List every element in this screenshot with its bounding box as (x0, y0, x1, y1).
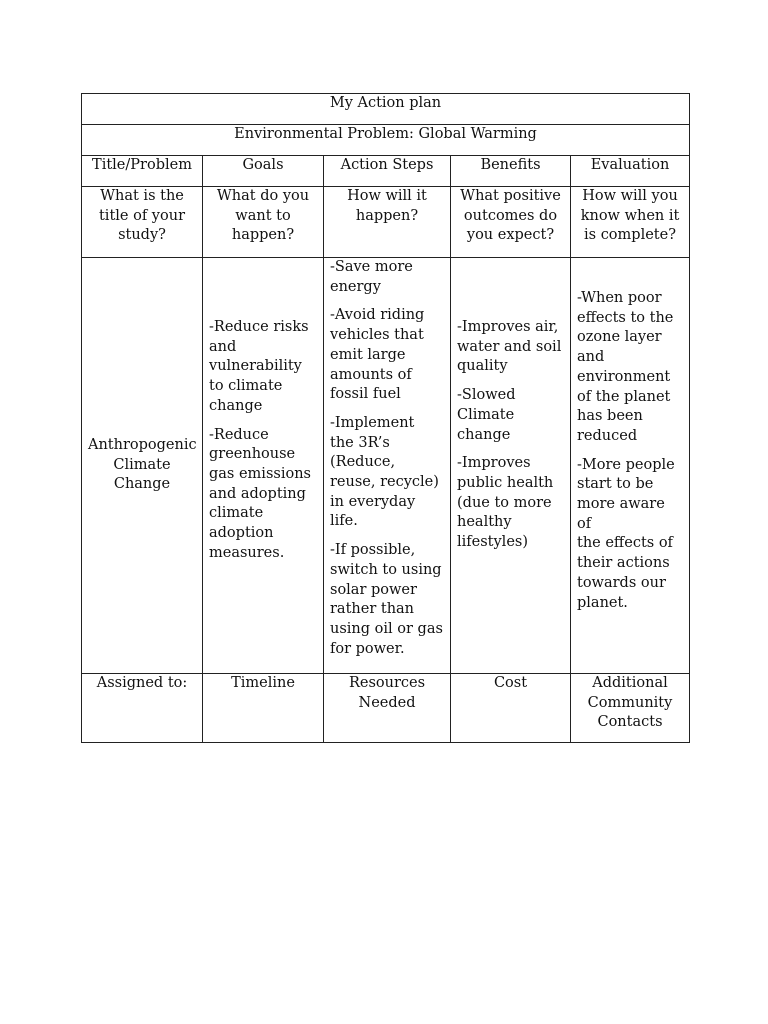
content-line: greenhouse (209, 446, 296, 463)
header-evaluation: Evaluation (571, 156, 690, 187)
content-line: has been (577, 408, 643, 425)
content-line: emit large (330, 346, 406, 363)
content-line: Change (113, 476, 171, 493)
content-line: energy (330, 278, 381, 295)
content-line: -Slowed (457, 387, 516, 404)
content-line: environment (577, 368, 671, 385)
content-line: (Reduce, (330, 454, 396, 471)
content-line: public health (457, 474, 554, 491)
header-action-steps: Action Steps (324, 156, 451, 187)
content-line: reduced (577, 427, 638, 444)
content-line: -Improves air, (457, 319, 559, 335)
content-line: -When poor (577, 290, 662, 306)
question-line: How will you (582, 188, 678, 204)
question-line: What is the (100, 188, 184, 204)
content-line: of the planet (577, 388, 671, 405)
content-line: in everyday (330, 493, 416, 510)
content-line: effects to the (577, 309, 674, 326)
action-plan-table (81, 93, 690, 743)
benefit-item (457, 386, 564, 445)
content-line: for power. (330, 640, 405, 657)
question-evaluation (571, 187, 690, 258)
content-line: change (209, 397, 263, 414)
question-line: How will it (347, 188, 427, 204)
content-line: start to be (577, 476, 654, 493)
content-line: vehicles that (330, 327, 424, 344)
header-benefits: Benefits (451, 156, 571, 187)
content-line: -Implement (330, 414, 415, 431)
content-line: lifestyles) (457, 534, 528, 551)
content-line: measures. (209, 544, 285, 561)
action-step-item (330, 541, 444, 659)
content-goals (203, 258, 324, 674)
content-benefits (451, 258, 571, 674)
question-line: happen? (355, 207, 419, 224)
footer-line: Community (587, 694, 673, 711)
evaluation-item (577, 289, 683, 447)
footer-line: Resources (348, 675, 426, 691)
footer-line: Cost (493, 675, 528, 691)
question-action-steps (324, 187, 451, 258)
content-line: climate (209, 505, 264, 522)
question-line: What do you (216, 188, 310, 204)
content-line: fossil fuel (330, 386, 401, 403)
action-step-item (330, 414, 444, 532)
footer-additional-contacts (571, 674, 690, 743)
content-line: adoption (209, 525, 274, 542)
action-step-item (330, 258, 444, 297)
content-line: and (209, 338, 237, 355)
content-line: using oil or gas (330, 620, 443, 637)
content-line: -Save more (330, 259, 413, 275)
content-line: -Improves (457, 455, 531, 472)
content-line: -Avoid riding (330, 307, 425, 324)
header-goals: Goals (203, 156, 324, 187)
question-line: What positive (460, 188, 561, 204)
footer-cost (451, 674, 571, 743)
content-line: gas emissions (209, 465, 311, 482)
footer-line: Additional (592, 675, 668, 691)
problem-row (82, 125, 690, 156)
benefit-item (457, 454, 564, 553)
content-line: water and soil (457, 338, 562, 355)
footer-assigned-to (82, 674, 203, 743)
question-line: title of your (98, 207, 186, 224)
content-line: healthy (457, 514, 512, 531)
content-line: to climate (209, 378, 283, 395)
question-line: know when it (580, 207, 680, 224)
question-goals (203, 187, 324, 258)
question-row (82, 187, 690, 258)
content-line: -Reduce risks (209, 319, 309, 335)
content-line: rather than (330, 601, 415, 618)
question-line: happen? (231, 227, 295, 244)
content-line: more aware of (577, 496, 665, 532)
content-line: ozone layer (577, 329, 662, 346)
content-line: and adopting (209, 485, 306, 502)
content-line: Anthropogenic (88, 436, 197, 453)
content-line: and (577, 349, 605, 366)
content-line: change (457, 426, 511, 443)
content-line: life. (330, 513, 358, 530)
footer-resources-needed (324, 674, 451, 743)
evaluation-item (577, 456, 683, 614)
content-line: Climate (457, 406, 515, 423)
footer-timeline (203, 674, 324, 743)
content-title (82, 258, 203, 674)
goal-item (209, 426, 317, 564)
content-line: switch to using (330, 561, 442, 578)
content-line: towards our (577, 574, 666, 591)
environmental-problem: Environmental Problem: Global Warming (82, 125, 690, 156)
question-benefits (451, 187, 571, 258)
content-line: -More people (577, 456, 675, 473)
content-action-steps (324, 258, 451, 674)
question-line: outcomes do (463, 207, 558, 224)
content-line: vulnerability (209, 358, 302, 375)
footer-line: Timeline (231, 675, 295, 691)
action-step-item (330, 306, 444, 405)
content-line: reuse, recycle) (330, 474, 439, 491)
content-line: quality (457, 358, 508, 375)
goal-item (209, 318, 317, 417)
footer-line: Needed (358, 694, 416, 711)
assignment-row (82, 674, 690, 743)
question-line: study? (118, 227, 166, 244)
header-title-problem: Title/Problem (82, 156, 203, 187)
benefit-item (457, 318, 564, 377)
question-title (82, 187, 203, 258)
plan-title: My Action plan (82, 94, 690, 125)
title-row (82, 94, 690, 125)
content-line: their actions (577, 555, 670, 572)
question-line: you expect? (466, 227, 555, 244)
content-line: (due to more (457, 494, 552, 511)
content-line: the effects of (577, 535, 673, 552)
content-line: Climate (113, 456, 171, 473)
footer-line: Contacts (597, 714, 663, 731)
question-line: is complete? (584, 227, 676, 244)
footer-line: Assigned to: (96, 675, 188, 691)
content-line: the 3R’s (330, 434, 390, 451)
header-row (82, 156, 690, 187)
question-line: want to (235, 207, 291, 224)
content-line: planet. (577, 594, 628, 611)
content-row (82, 258, 690, 674)
content-line: amounts of (330, 366, 412, 383)
content-line: solar power (330, 581, 417, 598)
content-evaluation (571, 258, 690, 674)
content-line: -Reduce (209, 426, 269, 443)
content-line: -If possible, (330, 542, 416, 559)
